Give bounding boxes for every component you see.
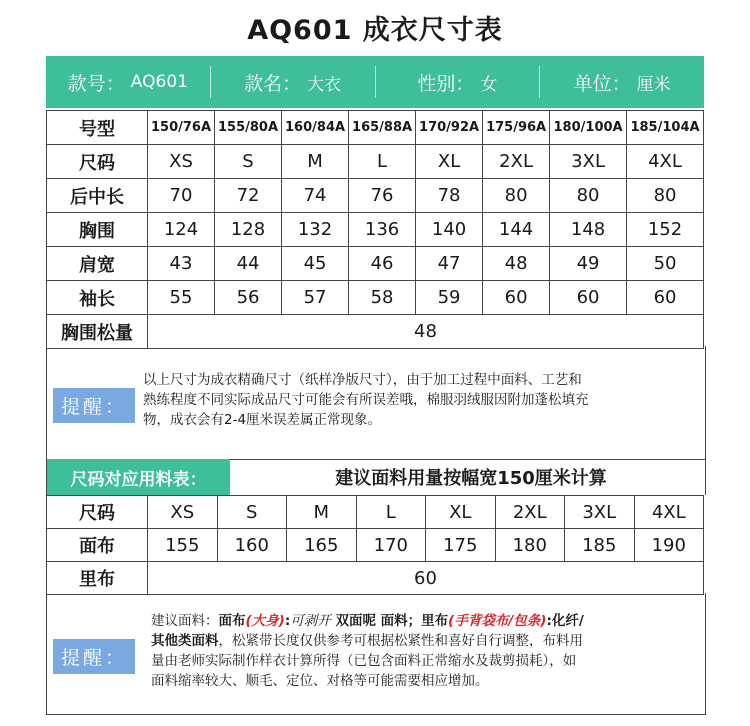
unit-value: 厘米 xyxy=(636,74,671,95)
size-code-cell: 155/80A xyxy=(215,111,282,145)
tip-text-part: 可剥开 xyxy=(290,613,331,629)
fabric-section-subheading: 建议面料用量按幅宽150厘米计算 xyxy=(335,468,607,489)
shell-fabric-cell: 175 xyxy=(426,529,496,562)
chest-cell: 144 xyxy=(483,213,550,247)
tip-text-part: 建议面料： xyxy=(151,613,219,629)
unit-key: 单位： xyxy=(573,72,631,95)
row-label: 里布 xyxy=(47,562,148,595)
unit-cell xyxy=(540,66,704,98)
shoulder-cell: 45 xyxy=(282,247,349,281)
size-cell: XS xyxy=(148,496,218,529)
back-length-cell: 80 xyxy=(627,179,704,213)
tip-line: 以上尺寸为成衣精确尺寸（纸样净版尺寸），由于加工过程中面料、工艺和 xyxy=(143,372,582,388)
shell-fabric-cell: 180 xyxy=(495,529,565,562)
tip-text-part: 双面呢 xyxy=(330,613,381,629)
shell-fabric-cell: 185 xyxy=(565,529,635,562)
gender-key: 性别： xyxy=(417,72,475,95)
chest-cell: 152 xyxy=(627,213,704,247)
shoulder-cell: 48 xyxy=(483,247,550,281)
table-row xyxy=(47,315,704,349)
tip-line xyxy=(151,631,699,651)
size-cell: 2XL xyxy=(495,496,565,529)
tip-line: 熟练程度不同实际成品尺寸可能会有所误差哦，棉服羽绒服因附加蓬松填充 xyxy=(143,392,589,408)
table-row xyxy=(47,562,704,595)
style-name-value: 大衣 xyxy=(307,74,342,95)
size-cell: L xyxy=(349,145,416,179)
gender-cell xyxy=(376,66,541,98)
tip-box-1 xyxy=(46,346,706,460)
size-code-cell: 175/96A xyxy=(483,111,550,145)
size-code-cell: 180/100A xyxy=(550,111,627,145)
size-cell: S xyxy=(217,496,287,529)
fabric-table xyxy=(46,495,704,595)
style-name-key: 款名： xyxy=(244,72,302,95)
tip-text-part: 面布 xyxy=(218,613,246,629)
size-code-cell: 170/92A xyxy=(416,111,483,145)
size-cell: XL xyxy=(426,496,496,529)
shoulder-cell: 44 xyxy=(215,247,282,281)
tip-line: 量由老师实际制作样衣计算所得（已包含面料正常缩水及裁剪损耗），如 xyxy=(151,653,577,669)
back-length-cell: 74 xyxy=(282,179,349,213)
table-row xyxy=(47,179,704,213)
table-row xyxy=(47,529,704,562)
chest-cell: 124 xyxy=(148,213,215,247)
tip-text-part: 面料； xyxy=(380,613,422,629)
shell-fabric-cell: 160 xyxy=(217,529,287,562)
tip-highlight: (手背袋布/包条) xyxy=(448,613,547,629)
size-code-cell: 165/88A xyxy=(349,111,416,145)
page-title: AQ601 成衣尺寸表 xyxy=(247,15,503,46)
shoulder-cell: 46 xyxy=(349,247,416,281)
header-bar xyxy=(46,56,704,108)
size-code-cell: 160/84A xyxy=(282,111,349,145)
size-table xyxy=(46,110,704,349)
tip-text-part: : xyxy=(284,613,291,629)
style-name-cell xyxy=(211,66,376,98)
tip-highlight: (大身) xyxy=(245,613,285,629)
size-cell: XS xyxy=(148,145,215,179)
table-row xyxy=(47,247,704,281)
tip-line: 面料缩率较大、顺毛、定位、对格等可能需要相应增加。 xyxy=(151,673,489,689)
back-length-cell: 78 xyxy=(416,179,483,213)
style-no-cell xyxy=(46,66,211,98)
row-label: 尺码 xyxy=(47,145,148,179)
chest-cell: 132 xyxy=(282,213,349,247)
chest-ease-value: 48 xyxy=(148,315,704,349)
row-label: 胸围 xyxy=(47,213,148,247)
chest-cell: 140 xyxy=(416,213,483,247)
shell-fabric-cell: 170 xyxy=(356,529,426,562)
chest-cell: 128 xyxy=(215,213,282,247)
style-no-key: 款号： xyxy=(67,72,125,95)
sleeve-cell: 58 xyxy=(349,281,416,315)
tip-label: 提醒： xyxy=(53,639,135,674)
style-no-value: AQ601 xyxy=(130,72,188,92)
shoulder-cell: 49 xyxy=(550,247,627,281)
tip-text-part: 其他类面料 xyxy=(151,633,219,649)
tip-line: 物，成衣会有2-4厘米误差属正常现象。 xyxy=(143,412,382,428)
tip-label: 提醒： xyxy=(53,388,135,423)
back-length-cell: 70 xyxy=(148,179,215,213)
sleeve-cell: 55 xyxy=(148,281,215,315)
back-length-cell: 72 xyxy=(215,179,282,213)
size-cell: 4XL xyxy=(627,145,704,179)
row-label: 尺码 xyxy=(47,496,148,529)
tip-box-2 xyxy=(46,593,706,715)
table-row xyxy=(47,496,704,529)
table-row xyxy=(47,111,704,145)
size-cell: 2XL xyxy=(483,145,550,179)
row-label: 号型 xyxy=(47,111,148,145)
tip-text-part: 里布 xyxy=(421,613,449,629)
row-label: 肩宽 xyxy=(47,247,148,281)
shell-fabric-cell: 165 xyxy=(287,529,357,562)
back-length-cell: 80 xyxy=(483,179,550,213)
sleeve-cell: 60 xyxy=(550,281,627,315)
size-cell: M xyxy=(287,496,357,529)
tip-text-part: ，松紧带长度仅供参考可根据松紧性和喜好自行调整，布料用 xyxy=(218,633,583,649)
size-cell: M xyxy=(282,145,349,179)
shell-fabric-cell: 190 xyxy=(634,529,704,562)
table-row xyxy=(47,145,704,179)
shoulder-cell: 50 xyxy=(627,247,704,281)
table-row xyxy=(47,281,704,315)
shoulder-cell: 47 xyxy=(416,247,483,281)
shoulder-cell: 43 xyxy=(148,247,215,281)
row-label: 袖长 xyxy=(47,281,148,315)
sleeve-cell: 60 xyxy=(483,281,550,315)
sleeve-cell: 57 xyxy=(282,281,349,315)
fabric-section-header xyxy=(46,459,706,495)
row-label: 面布 xyxy=(47,529,148,562)
size-code-cell: 185/104A xyxy=(627,111,704,145)
sleeve-cell: 56 xyxy=(215,281,282,315)
row-label: 胸围松量 xyxy=(47,315,148,349)
tip-text xyxy=(151,611,699,691)
sleeve-cell: 60 xyxy=(627,281,704,315)
size-cell: 3XL xyxy=(565,496,635,529)
chest-cell: 148 xyxy=(550,213,627,247)
size-cell: 3XL xyxy=(550,145,627,179)
chest-cell: 136 xyxy=(349,213,416,247)
tip-text-part: :化纤/ xyxy=(546,613,584,629)
size-cell: L xyxy=(356,496,426,529)
sleeve-cell: 59 xyxy=(416,281,483,315)
tip-text xyxy=(143,370,698,430)
size-cell: S xyxy=(215,145,282,179)
back-length-cell: 80 xyxy=(550,179,627,213)
row-label: 后中长 xyxy=(47,179,148,213)
lining-value: 60 xyxy=(148,562,704,595)
tip-line xyxy=(151,611,699,631)
fabric-section-heading: 尺码对应用料表： xyxy=(47,459,230,495)
shell-fabric-cell: 155 xyxy=(148,529,218,562)
back-length-cell: 76 xyxy=(349,179,416,213)
size-code-cell: 150/76A xyxy=(148,111,215,145)
size-cell: XL xyxy=(416,145,483,179)
gender-value: 女 xyxy=(480,74,498,95)
size-cell: 4XL xyxy=(634,496,704,529)
table-row xyxy=(47,213,704,247)
